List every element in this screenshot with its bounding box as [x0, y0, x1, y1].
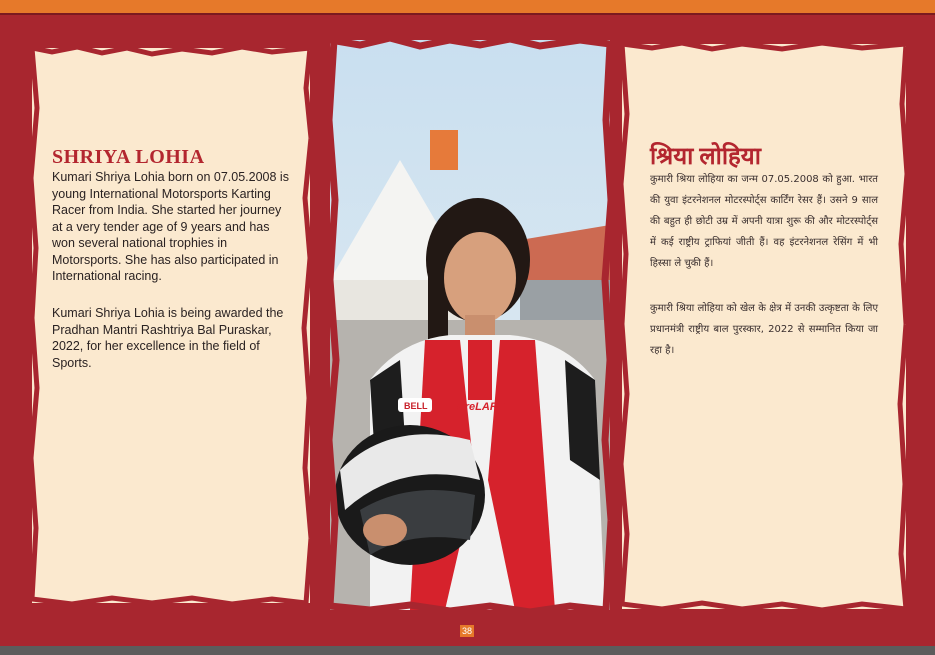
hindi-paragraph-1: कुमारी श्रिया लोहिया का जन्म 07.05.2008 को हुआ. भारत की युवा इंटरनेशनल मोटरस्पोर्ट्स कार्टिंग रेसर हैं। उसने 9 साल की बहुत ही छोटी उम्र में अपनी यात्रा शुरू की और मोटरस्पोर्ट्स में कई राष्ट्रीय ट्राफियां जीती हैं। वह इंटरनेशनल रेसिंग में भी हिस्सा ले चुकी हैं।: [650, 174, 878, 269]
portrait-photo: [330, 40, 610, 610]
photo-torn-edge: [330, 40, 610, 610]
english-text-panel: [32, 48, 310, 603]
suit-logo-text: bireLART: [455, 401, 505, 413]
english-title: SHRIYA LOHIA: [52, 146, 205, 168]
hindi-title: श्रिया लोहिया: [650, 144, 761, 170]
top-orange-band: [0, 0, 935, 13]
english-paragraph-2: Kumari Shriya Lohia is being awarded the Pradhan Mantri Rashtriya Bal Puraskar, 2022, for her excellence in the field of Sports.: [52, 306, 284, 370]
page-number: 38: [461, 626, 472, 636]
bottom-gray-band: [0, 646, 935, 655]
helmet-brand-text: BELL: [404, 401, 428, 411]
hindi-text-panel: [622, 44, 906, 609]
hindi-paragraph-2: कुमारी श्रिया लोहिया को खेल के क्षेत्र में उनकी उत्कृष्टता के लिए प्रधानमंत्री राष्ट्रीय बाल पुरस्कार, 2022 से सम्मानित किया जा रहा है।: [650, 303, 878, 356]
english-paragraph-1: Kumari Shriya Lohia born on 07.05.2008 is young International Motorsports Karting Racer from India. She started her journey at a very tender age of 9 years and has won several national trophies in Motorsports. She has also participated in International racing.: [52, 170, 289, 283]
